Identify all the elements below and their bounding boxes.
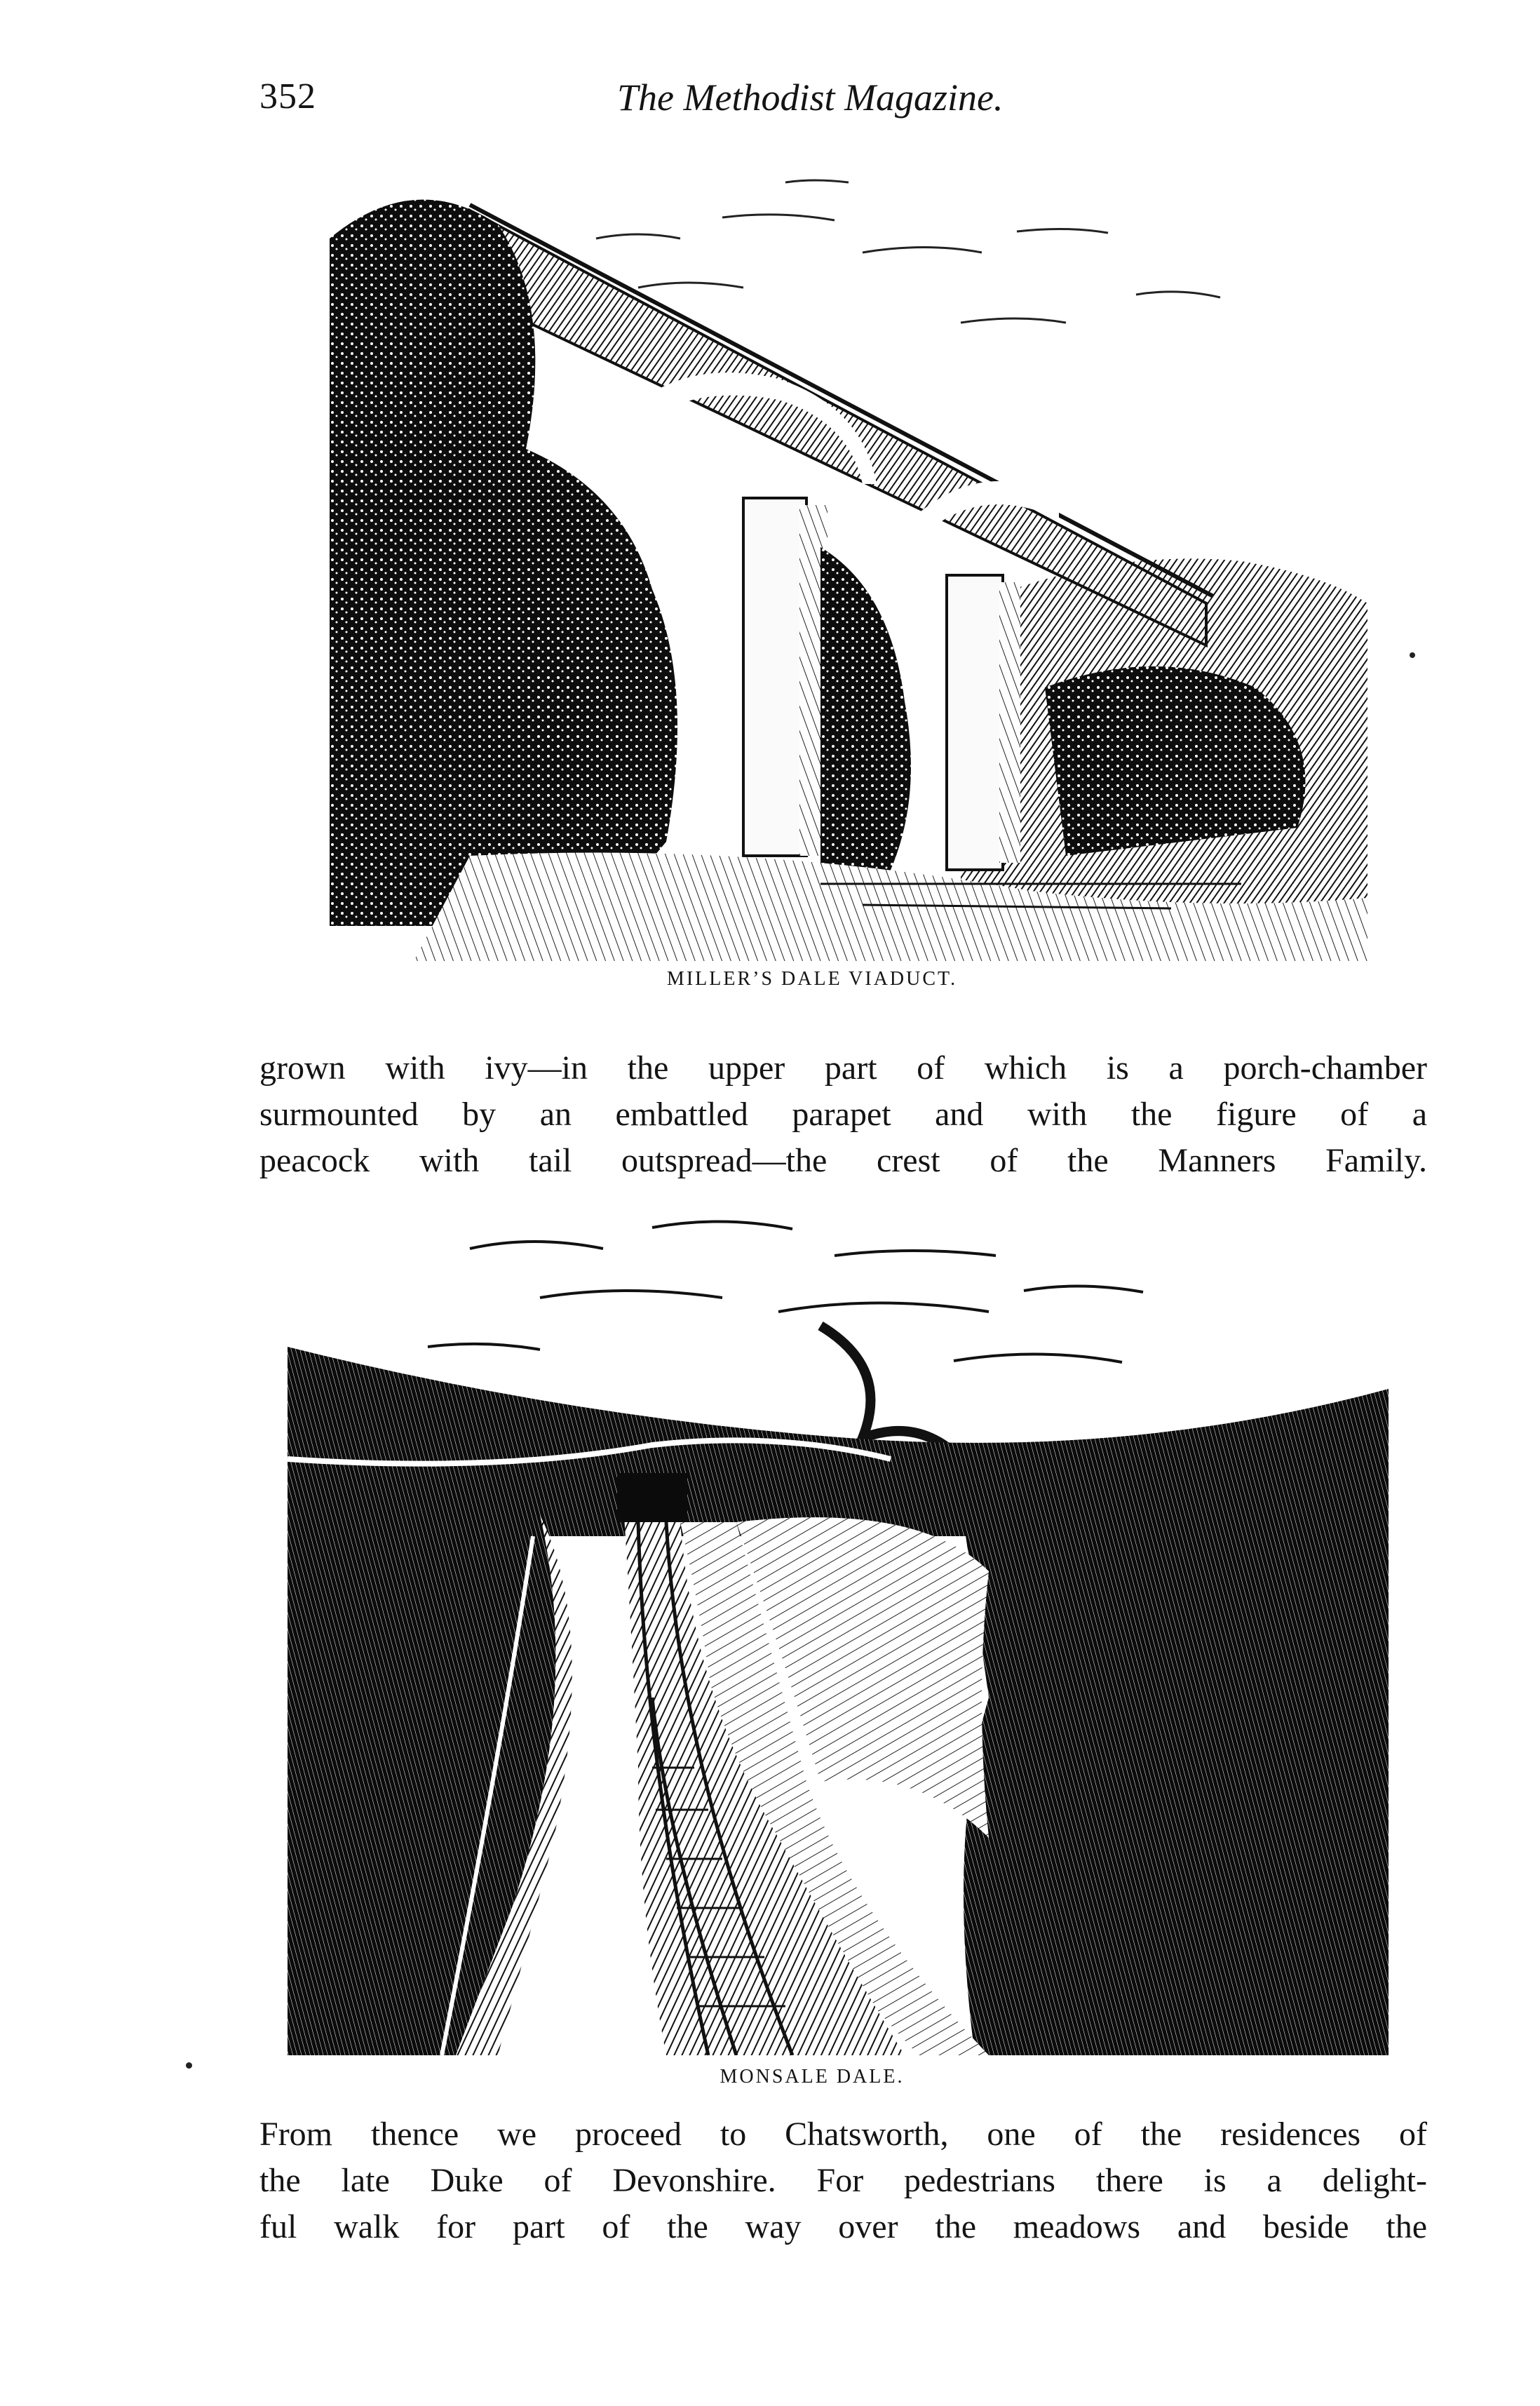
print-speck: [1410, 652, 1415, 658]
text-line: From thence we proceed to Chatsworth, one of the residences of: [259, 2116, 1427, 2153]
figure-caption-monsale-dale: MONSALE DALE.: [720, 2066, 905, 2088]
paragraph-1: [259, 1045, 1427, 1184]
text-line: ful walk for part of the way over the meadows and beside the: [259, 2208, 1427, 2245]
page-number: 352: [259, 76, 316, 116]
page-header: [259, 76, 1178, 132]
running-title: The Methodist Magazine.: [617, 76, 1004, 119]
figure-caption-viaduct: MILLER’S DALE VIADUCT.: [666, 968, 958, 990]
viaduct-engraving: [330, 154, 1367, 961]
text-line: peacock with tail outspread—the crest of the Manners Family.: [259, 1142, 1427, 1179]
text-line: the late Duke of Devonshire. For pedestrians there is a delight-: [259, 2162, 1427, 2199]
monsale-dale-engraving: [288, 1207, 1389, 2055]
paragraph-2: [259, 2111, 1427, 2250]
text-line: surmounted by an embattled parapet and with the figure of a: [259, 1096, 1427, 1133]
text-line: grown with ivy—in the upper part of which is a porch-chamber: [259, 1049, 1427, 1087]
print-speck: [186, 2062, 192, 2069]
